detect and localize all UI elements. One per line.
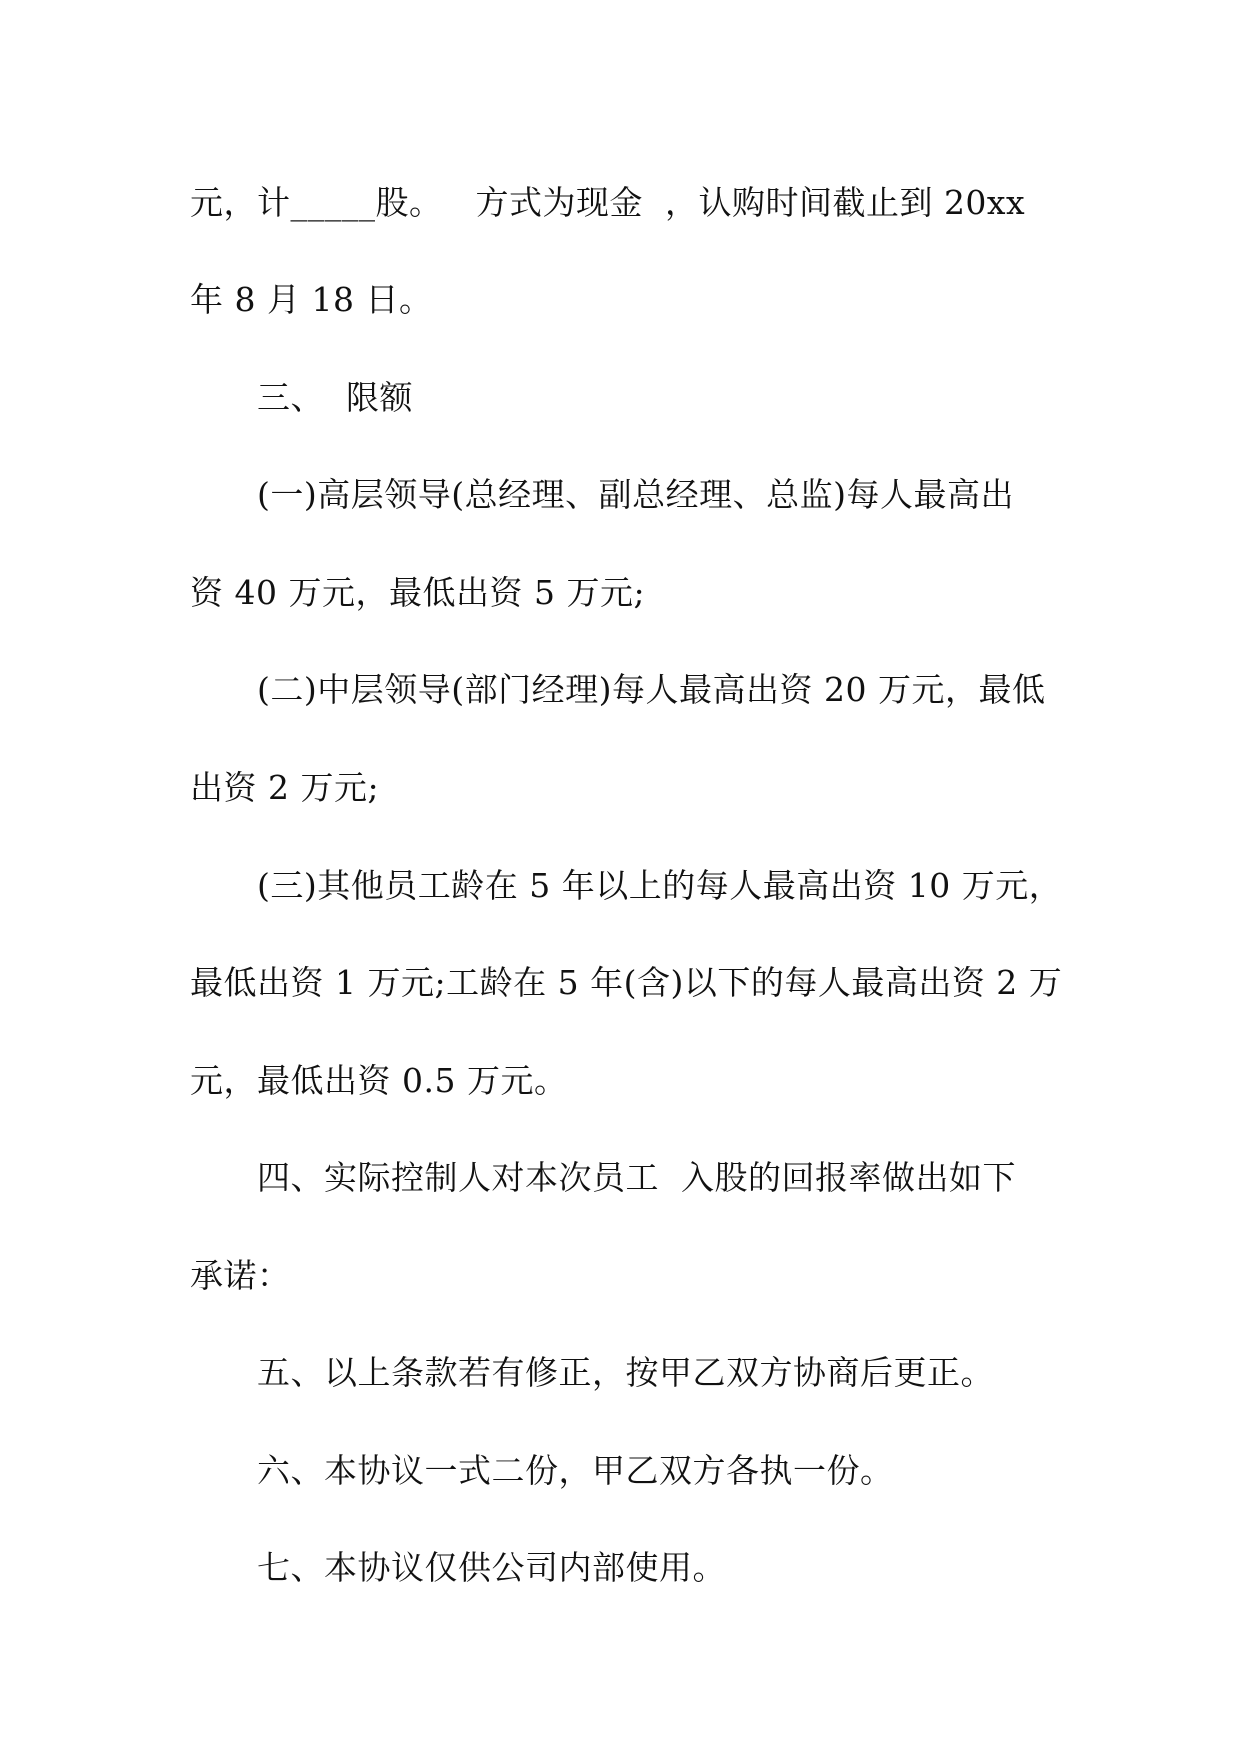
text-line-12: 承诺： <box>190 1256 291 1295</box>
text-line-7: 出资 2 万元; <box>190 768 380 807</box>
text-line-4: (一)高层领导(总经理、副总经理、总监)每人最高出 <box>257 475 1014 514</box>
text-line-9: 最低出资 1 万元;工龄在 5 年(含)以下的每人最高出资 2 万 <box>190 963 1063 1002</box>
text-line-11: 四、实际控制人对本次员工 入股的回报率做出如下 <box>257 1158 1016 1197</box>
text-line-6: (二)中层领导(部门经理)每人最高出资 20 万元，最低 <box>257 670 1046 709</box>
text-line-13: 五、以上条款若有修正，按甲乙双方协商后更正。 <box>257 1353 994 1392</box>
section-heading-3: 三、 限额 <box>257 378 413 417</box>
text-line-1: 元，计_____股。 方式为现金 ，认购时间截止到 20xx <box>190 183 1026 222</box>
text-line-10: 元，最低出资 0.5 万元。 <box>190 1061 568 1100</box>
text-line-8: (三)其他员工龄在 5 年以上的每人最高出资 10 万元， <box>257 866 1063 905</box>
text-line-15: 七、本协议仅供公司内部使用。 <box>257 1548 726 1587</box>
text-line-14: 六、本协议一式二份，甲乙双方各执一份。 <box>257 1451 894 1490</box>
text-line-2: 年 8 月 18 日。 <box>190 280 433 319</box>
text-line-5: 资 40 万元，最低出资 5 万元; <box>190 573 646 612</box>
